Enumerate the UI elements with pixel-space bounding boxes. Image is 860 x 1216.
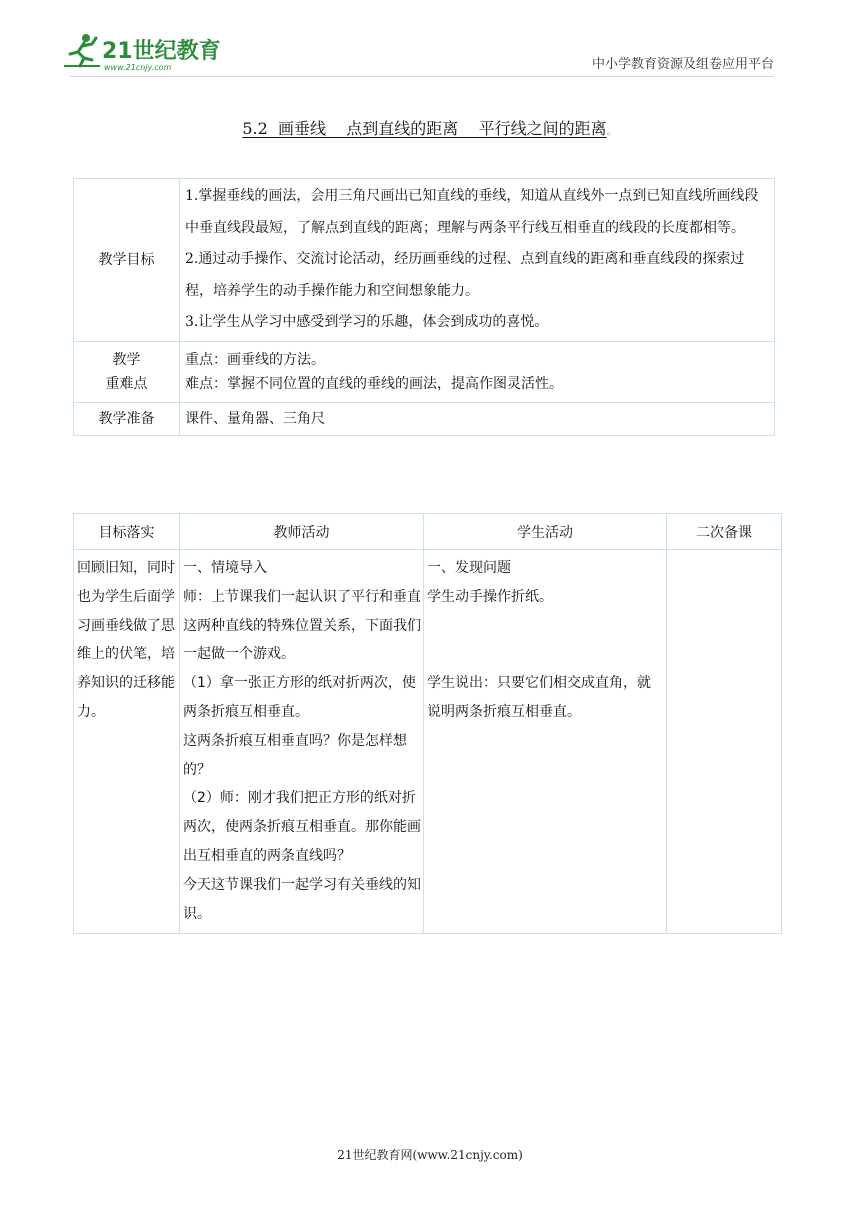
header-teacher: 教师活动 bbox=[180, 514, 424, 550]
objectives-content bbox=[180, 179, 775, 342]
difficulty-row bbox=[74, 341, 775, 402]
spacer bbox=[427, 612, 664, 670]
hard-point: 难点：掌握不同位置的直线的垂线的画法，提高作图灵活性。 bbox=[185, 375, 563, 392]
header-secondary: 二次备课 bbox=[667, 514, 782, 550]
objective-item: 1.掌握垂线的画法，会用三角尺画出已知直线的垂线，知道从直线外一点到已知直线所画线段中垂直线段最短，了解点到直线的距离；理解与两条平行线互相垂直的线段的长度都相等。 bbox=[185, 188, 759, 236]
footer: 21世纪教育网(www.21cnjy.com) bbox=[337, 1148, 523, 1162]
lesson-info-table bbox=[73, 178, 775, 436]
title-mark: 。 bbox=[606, 124, 618, 137]
prep-content: 课件、量角器、三角尺 bbox=[180, 402, 775, 435]
objective-item: 3.让学生从学习中感受到学习的乐趣，体会到成功的喜悦。 bbox=[185, 314, 549, 330]
header-student: 学生活动 bbox=[424, 514, 667, 550]
header-divider bbox=[70, 76, 774, 77]
svg-text:21世纪教育: 21世纪教育 bbox=[102, 39, 221, 64]
header-goal: 目标落实 bbox=[74, 514, 180, 550]
goal-cell: 回顾旧知，同时也为学生后面学习画垂线做了思维上的伏笔，培养知识的迁移能力。 bbox=[74, 550, 180, 934]
objective-item: 2.通过动手操作、交流讨论活动，经历画垂线的过程、点到直线的距离和垂直线段的探索过程，培养学生的动手操作能力和空间想象能力。 bbox=[185, 251, 745, 299]
objectives-label: 教学目标 bbox=[74, 179, 180, 342]
secondary-cell bbox=[667, 550, 782, 934]
teacher-line: 这两条折痕互相垂直吗？你是怎样想的？ bbox=[183, 732, 407, 778]
svg-text:www.21cnjy.com: www.21cnjy.com bbox=[104, 63, 172, 72]
student-line: 学生动手操作折纸。 bbox=[427, 588, 553, 605]
lesson-title bbox=[0, 116, 860, 139]
difficulty-label: 教学 重难点 bbox=[74, 341, 180, 402]
logo bbox=[60, 30, 230, 74]
prep-row bbox=[74, 402, 775, 435]
teacher-cell bbox=[180, 550, 424, 934]
plan-header-row bbox=[74, 514, 782, 550]
teacher-line: 师：上节课我们一起认识了平行和垂直这两种直线的特殊位置关系，下面我们一起做一个游戏。 bbox=[183, 588, 421, 663]
running-man-logo-icon bbox=[60, 30, 230, 74]
student-line: 学生说出：只要它们相交成直角，就说明两条折痕互相垂直。 bbox=[427, 675, 651, 720]
lesson-title-text: 5.2 画垂线 点到直线的距离 平行线之间的距离 bbox=[242, 119, 607, 138]
lesson-plan-table bbox=[73, 513, 782, 934]
teacher-line: 一、情境导入 bbox=[183, 560, 267, 576]
plan-row bbox=[74, 550, 782, 934]
student-line: 一、发现问题 bbox=[427, 560, 511, 576]
key-point: 重点：画垂线的方法。 bbox=[185, 351, 325, 368]
student-cell bbox=[424, 550, 667, 934]
prep-label: 教学准备 bbox=[74, 402, 180, 435]
difficulty-content bbox=[180, 341, 775, 402]
objectives-row bbox=[74, 179, 775, 342]
teacher-line: （1）拿一张正方形的纸对折两次，使两条折痕互相垂直。 bbox=[183, 675, 416, 720]
teacher-line: 今天这节课我们一起学习有关垂线的知识。 bbox=[183, 876, 421, 922]
teacher-line: （2）师：刚才我们把正方形的纸对折两次，使两条折痕互相垂直。那你能画出互相垂直的两条直线吗？ bbox=[183, 790, 421, 864]
platform-name: 中小学教育资源及组卷应用平台 bbox=[591, 57, 774, 72]
